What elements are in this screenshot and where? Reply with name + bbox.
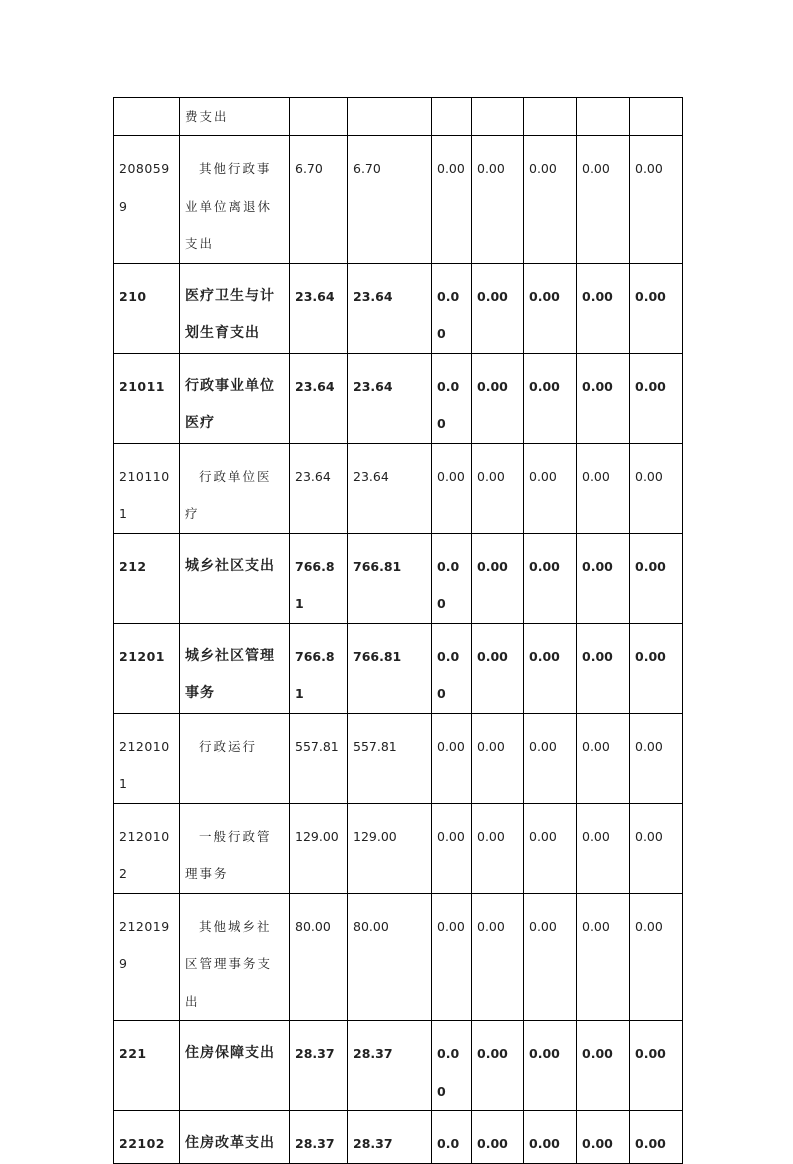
- cell-text: 0.00: [437, 1046, 460, 1099]
- cell-value-c2: [348, 623, 432, 713]
- cell-value-c7: [630, 136, 683, 264]
- cell-value-c7: [630, 263, 683, 353]
- cell-text: 6.70: [353, 161, 381, 176]
- cell-value-c6: [577, 443, 630, 533]
- cell-text: 23.64: [295, 468, 331, 484]
- cell-value-c6: [577, 1111, 630, 1164]
- cell-text: 2120102: [119, 828, 170, 881]
- cell-text: 0.00: [529, 378, 560, 394]
- cell-value-c3: [432, 263, 472, 353]
- cell-text: 0.00: [437, 378, 460, 431]
- cell-value-c3: [432, 893, 472, 1021]
- cell-name: [180, 1111, 290, 1164]
- cell-value-c3: [432, 136, 472, 264]
- budget-table: [113, 97, 683, 1164]
- cell-value-c5: [524, 803, 577, 893]
- cell-value-c7: [630, 803, 683, 893]
- cell-value-c2: [348, 803, 432, 893]
- cell-text: 0.00: [477, 468, 505, 484]
- cell-text: 0.00: [477, 648, 508, 664]
- cell-value-c1: [290, 263, 348, 353]
- cell-value-c3: [432, 713, 472, 803]
- cell-text: 21011: [119, 378, 165, 394]
- cell-text: 0.00: [477, 378, 508, 394]
- cell-value-c7: [630, 623, 683, 713]
- cell-name: [180, 623, 290, 713]
- table-row: [114, 893, 683, 1021]
- cell-text: 766.81: [295, 558, 335, 611]
- cell-text: 0.00: [582, 468, 610, 484]
- cell-value-c6: [577, 803, 630, 893]
- cell-text: 2120199: [119, 918, 170, 971]
- cell-value-c3: [432, 623, 472, 713]
- cell-text: 0.0: [437, 1136, 460, 1151]
- cell-text: 557.81: [295, 738, 339, 754]
- cell-value-c2: [348, 353, 432, 443]
- cell-code: [114, 263, 180, 353]
- cell-text: 23.64: [353, 468, 389, 484]
- cell-value-c4: [472, 893, 524, 1021]
- table-body: [114, 98, 683, 1164]
- cell-text: 22102: [119, 1136, 165, 1151]
- cell-text: 0.00: [477, 828, 505, 844]
- cell-text: 0.00: [529, 558, 560, 574]
- cell-text: 766.81: [353, 558, 402, 574]
- cell-value-c4: [472, 1021, 524, 1111]
- cell-text: 0.00: [635, 648, 666, 664]
- cell-value-c3: [432, 803, 472, 893]
- cell-value-c4: [472, 136, 524, 264]
- cell-code: [114, 623, 180, 713]
- table-row: [114, 263, 683, 353]
- table-row: [114, 1111, 683, 1164]
- cell-value-c4: [472, 98, 524, 136]
- cell-value-c4: [472, 353, 524, 443]
- cell-name: [180, 353, 290, 443]
- cell-value-c3: [432, 443, 472, 533]
- cell-text: 23.64: [353, 288, 393, 304]
- cell-text: 0.00: [635, 288, 666, 304]
- cell-text: 210: [119, 288, 147, 304]
- cell-value-c6: [577, 98, 630, 136]
- cell-value-c5: [524, 136, 577, 264]
- cell-value-c3: [432, 98, 472, 136]
- cell-value-c1: [290, 1111, 348, 1164]
- cell-value-c6: [577, 533, 630, 623]
- cell-code: [114, 1021, 180, 1111]
- table-row: [114, 623, 683, 713]
- cell-text: 0.00: [477, 161, 505, 176]
- cell-value-c7: [630, 1021, 683, 1111]
- cell-value-c4: [472, 803, 524, 893]
- cell-value-c4: [472, 713, 524, 803]
- cell-value-c5: [524, 353, 577, 443]
- cell-value-c1: [290, 713, 348, 803]
- table-row: [114, 98, 683, 136]
- cell-code: [114, 893, 180, 1021]
- cell-code: [114, 443, 180, 533]
- cell-text: 28.37: [295, 1046, 335, 1061]
- cell-text: 0.00: [529, 1136, 560, 1151]
- cell-text: 0.00: [635, 1046, 666, 1061]
- table-row: [114, 713, 683, 803]
- cell-value-c3: [432, 1021, 472, 1111]
- cell-text: 0.00: [582, 558, 613, 574]
- cell-value-c6: [577, 263, 630, 353]
- cell-value-c5: [524, 623, 577, 713]
- cell-text: 0.00: [635, 738, 663, 754]
- cell-text: 0.00: [437, 558, 460, 611]
- cell-text: 0.00: [582, 828, 610, 844]
- cell-value-c5: [524, 893, 577, 1021]
- cell-text: 城乡社区管理事务: [185, 647, 275, 701]
- cell-value-c1: [290, 893, 348, 1021]
- cell-text: 0.00: [582, 918, 610, 934]
- cell-text: 0.00: [582, 738, 610, 754]
- cell-text: 行政运行: [199, 738, 258, 754]
- cell-text: 0.00: [437, 288, 460, 341]
- cell-text: 0.00: [477, 738, 505, 754]
- table-row: [114, 803, 683, 893]
- cell-value-c2: [348, 713, 432, 803]
- cell-code: [114, 1111, 180, 1164]
- cell-value-c3: [432, 533, 472, 623]
- cell-value-c2: [348, 893, 432, 1021]
- cell-text: 80.00: [295, 918, 331, 934]
- cell-text: 城乡社区支出: [185, 557, 275, 574]
- table-row: [114, 533, 683, 623]
- cell-text: 其他城乡社区管理事务支出: [185, 918, 273, 1009]
- cell-value-c5: [524, 713, 577, 803]
- cell-value-c2: [348, 263, 432, 353]
- cell-text: 221: [119, 1046, 147, 1061]
- cell-text: 费支出: [185, 109, 229, 124]
- cell-value-c3: [432, 353, 472, 443]
- cell-value-c2: [348, 136, 432, 264]
- cell-code: [114, 98, 180, 136]
- cell-text: 23.64: [295, 378, 335, 394]
- cell-value-c2: [348, 533, 432, 623]
- cell-text: 129.00: [295, 828, 339, 844]
- cell-value-c4: [472, 1111, 524, 1164]
- cell-text: 0.00: [582, 161, 610, 176]
- cell-value-c7: [630, 713, 683, 803]
- cell-text: 0.00: [635, 378, 666, 394]
- cell-value-c6: [577, 353, 630, 443]
- cell-text: 212: [119, 558, 147, 574]
- cell-value-c1: [290, 803, 348, 893]
- cell-text: 住房保障支出: [185, 1045, 275, 1061]
- cell-text: 0.00: [437, 918, 465, 934]
- cell-text: 0.00: [529, 918, 557, 934]
- cell-text: 其他行政事业单位离退休支出: [185, 161, 273, 251]
- cell-text: 0.00: [582, 288, 613, 304]
- cell-name: [180, 893, 290, 1021]
- cell-text: 766.81: [353, 648, 402, 664]
- cell-text: 0.00: [477, 1136, 508, 1151]
- cell-value-c1: [290, 353, 348, 443]
- cell-value-c4: [472, 623, 524, 713]
- cell-value-c6: [577, 623, 630, 713]
- cell-value-c4: [472, 443, 524, 533]
- cell-value-c5: [524, 1111, 577, 1164]
- cell-text: 0.00: [529, 1046, 560, 1061]
- cell-text: 0.00: [582, 378, 613, 394]
- cell-text: 一般行政管理事务: [185, 828, 272, 881]
- cell-value-c5: [524, 533, 577, 623]
- cell-value-c2: [348, 1111, 432, 1164]
- cell-value-c3: [432, 1111, 472, 1164]
- cell-text: 0.00: [635, 828, 663, 844]
- cell-value-c2: [348, 443, 432, 533]
- table-row: [114, 443, 683, 533]
- cell-value-c7: [630, 893, 683, 1021]
- cell-name: [180, 713, 290, 803]
- cell-text: 行政单位医疗: [185, 468, 272, 521]
- cell-text: 行政事业单位医疗: [185, 377, 275, 431]
- cell-text: 0.00: [437, 161, 465, 176]
- cell-text: 2120101: [119, 738, 170, 791]
- cell-value-c4: [472, 533, 524, 623]
- cell-text: 557.81: [353, 738, 397, 754]
- cell-name: [180, 803, 290, 893]
- cell-value-c1: [290, 98, 348, 136]
- cell-text: 0.00: [529, 161, 557, 176]
- cell-text: 0.00: [635, 468, 663, 484]
- cell-text: 0.00: [529, 468, 557, 484]
- table-row: [114, 353, 683, 443]
- cell-name: [180, 1021, 290, 1111]
- cell-text: 0.00: [582, 648, 613, 664]
- cell-text: 0.00: [529, 648, 560, 664]
- cell-value-c5: [524, 1021, 577, 1111]
- cell-value-c5: [524, 263, 577, 353]
- cell-value-c7: [630, 98, 683, 136]
- cell-text: 住房改革支出: [185, 1135, 275, 1151]
- cell-value-c6: [577, 1021, 630, 1111]
- cell-text: 766.81: [295, 648, 335, 701]
- cell-text: 0.00: [635, 558, 666, 574]
- cell-text: 0.00: [437, 648, 460, 701]
- cell-value-c7: [630, 353, 683, 443]
- cell-text: 0.00: [437, 828, 465, 844]
- cell-text: 80.00: [353, 918, 389, 934]
- cell-text: 0.00: [477, 288, 508, 304]
- cell-text: 0.00: [529, 828, 557, 844]
- table-row: [114, 1021, 683, 1111]
- cell-text: 医疗卫生与计划生育支出: [185, 287, 275, 341]
- cell-text: 23.64: [353, 378, 393, 394]
- cell-value-c7: [630, 1111, 683, 1164]
- cell-code: [114, 533, 180, 623]
- cell-value-c1: [290, 533, 348, 623]
- cell-value-c5: [524, 98, 577, 136]
- cell-value-c2: [348, 1021, 432, 1111]
- cell-value-c6: [577, 893, 630, 1021]
- cell-value-c7: [630, 443, 683, 533]
- cell-value-c6: [577, 136, 630, 264]
- cell-code: [114, 353, 180, 443]
- cell-text: 0.00: [477, 918, 505, 934]
- cell-text: 0.00: [477, 558, 508, 574]
- cell-text: 28.37: [353, 1136, 393, 1151]
- cell-text: 0.00: [437, 468, 465, 484]
- cell-text: 28.37: [295, 1136, 335, 1151]
- table-row: [114, 136, 683, 264]
- cell-name: [180, 263, 290, 353]
- cell-code: [114, 136, 180, 264]
- cell-value-c2: [348, 98, 432, 136]
- cell-text: 0.00: [635, 161, 663, 176]
- cell-value-c6: [577, 713, 630, 803]
- cell-text: 0.00: [437, 738, 465, 754]
- cell-text: 21201: [119, 648, 165, 664]
- cell-name: [180, 533, 290, 623]
- cell-text: 2080599: [119, 161, 170, 214]
- cell-value-c1: [290, 623, 348, 713]
- cell-text: 129.00: [353, 828, 397, 844]
- cell-text: 0.00: [582, 1046, 613, 1061]
- cell-text: 28.37: [353, 1046, 393, 1061]
- cell-text: 2101101: [119, 468, 170, 521]
- cell-text: 0.00: [582, 1136, 613, 1151]
- cell-text: 0.00: [529, 738, 557, 754]
- cell-code: [114, 713, 180, 803]
- cell-name: [180, 136, 290, 264]
- cell-value-c4: [472, 263, 524, 353]
- cell-name: [180, 443, 290, 533]
- cell-value-c7: [630, 533, 683, 623]
- cell-text: 0.00: [477, 1046, 508, 1061]
- cell-text: 0.00: [635, 1136, 666, 1151]
- cell-text: 23.64: [295, 288, 335, 304]
- cell-text: 6.70: [295, 161, 323, 176]
- cell-name: [180, 98, 290, 136]
- cell-text: 0.00: [635, 918, 663, 934]
- cell-value-c1: [290, 136, 348, 264]
- cell-code: [114, 803, 180, 893]
- cell-value-c1: [290, 1021, 348, 1111]
- cell-value-c5: [524, 443, 577, 533]
- cell-value-c1: [290, 443, 348, 533]
- cell-text: 0.00: [529, 288, 560, 304]
